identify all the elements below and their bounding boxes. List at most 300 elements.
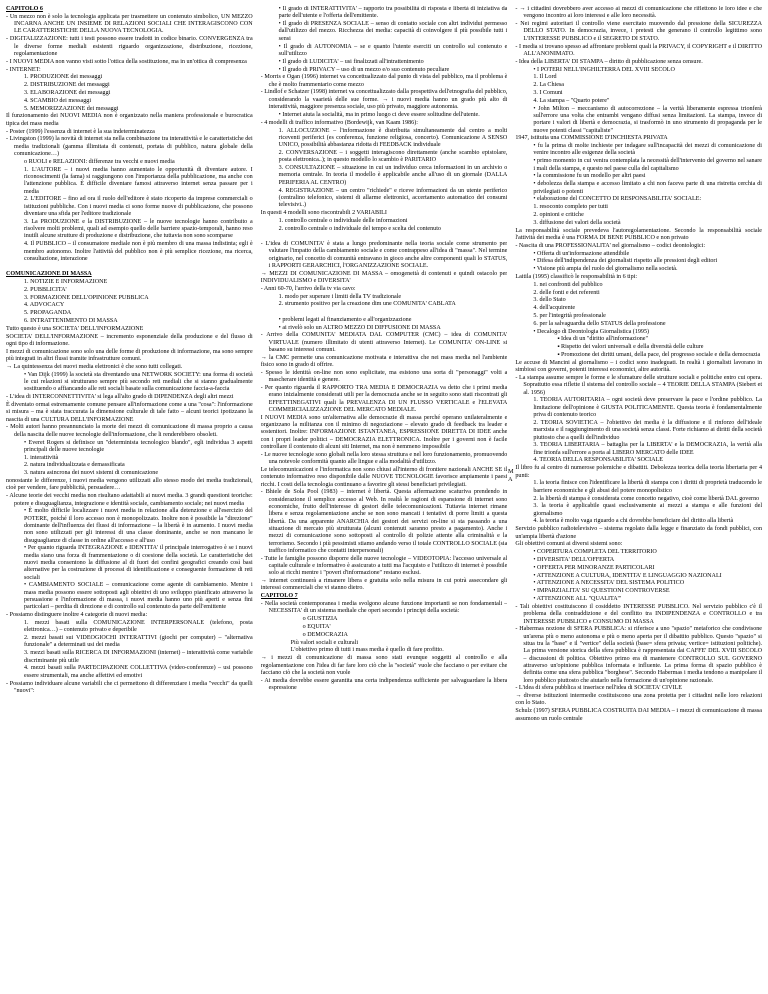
bullet-marker: o [302,631,308,638]
text-content: 5. per l'integrità professionale [533,313,606,319]
text-content: Possiamo distinguere inoltre 4 categorie di nuovi media: [9,612,148,619]
text-line [515,397,762,419]
bullet-marker: - [6,36,10,43]
text-content: OFFERTA PER MINORANZE PARTICOLARI [537,564,655,571]
text-line [261,286,508,293]
column-left [6,6,253,988]
text-content: Il grado di PRESENZA SOCIALE – senso di contatto sociale con altri individui permesso dall'utilizzo del mezzo. Ricchezza dei media: capacità di coinvolgere il più possibile tutti i sensi [278,21,508,42]
text-line [261,385,508,414]
bullet-marker: ▪ [557,344,562,351]
text-line [515,74,762,81]
text-line [515,6,762,21]
text-line [515,457,762,464]
bullet-marker: - [260,451,265,458]
text-line [261,578,508,593]
bullet-marker: o [302,616,308,623]
text-line [261,632,508,639]
bullet-marker: • [533,596,537,603]
text-line [6,455,253,462]
text-line [515,266,762,273]
text-content: problemi legati al finanziamento e all'organizzazione [282,316,412,323]
text-line [515,573,762,580]
text-line [515,243,762,250]
text-line [6,508,253,545]
bullet-marker: - [515,58,519,65]
text-line [261,241,508,270]
text-line [261,59,508,66]
text-line [515,565,762,572]
text-content: fu la prima di molte inchieste per indagare sull'incapacità dei mezzi di comunicazione di venire incontro alle esigenze della società [533,143,763,157]
bullet-marker: - [6,136,10,143]
text-line [515,549,762,556]
text-content: I NUOVI MEDIA non vanno visti sotto l'ottica della sostituzione, ma in un'ottica di compresenza [9,58,247,65]
text-content: Spesso le identità on-line non sono esplicitate, ma esistono una sorta di "personaggi" volti a mascherare identità e genere. [265,369,508,384]
text-line [6,279,253,286]
text-content: Per quanto riguarda INTEGRAZIONE e IDENTITA' il principale interrogativo è se i nuovi media siano una forza di frammentazione o di coesione della società. Le caratteristiche dei nuovi media consentono la diffusione al di fuori dei confini geografici creando così basi alternative per la costruzione di processi di identificazione e conseguente formazione di reti sociali [24,545,253,581]
text-content: Morris e Ogan (1996) internet va concettualizzato dal punto di vista del pubblico, ma il problema è che è molto frammentario come mezzo [264,74,508,88]
text-content: È molto difficile localizzare i nuovi media in relazione alla detenzione e all'esercizio del POTERE, poiché il loro accesso non è monopolizzato. Inoltre non è possibile la "direzione" dominante dell'influenza dei flussi di informazione – la libertà è in aumento. I nuovi media non sono utilizzati per gli interessi di una classe dominante, anche se non mancano le disuguaglianze di classe in ordine all'accesso e all'uso [24,508,253,544]
text-content: ATTENZIONE ALL "QUALITA'" [536,596,622,603]
text-content: 3. CONSULTAZIONE – situazione in cui un individuo cerca informazioni in un archivio o memoria centrale. In teoria il modello è applicabile anche all'uso di un giornale (DALLA PERIFERIA AL CENTRO) [278,165,508,186]
text-content: Il grado di INTERATTIVITA' – rapporto tra possibilità di risposta e libertà di iniziativa da parte dell'utente e l'offerta dell'emittente. [278,6,508,20]
bullet-marker: • [278,111,283,118]
text-content: CAPITOLO 7 [260,593,298,600]
text-line [261,624,508,631]
text-line [261,226,508,233]
text-line [6,136,253,158]
bullet-marker: - [515,6,520,12]
text-content: 3. I Comuni [533,89,563,96]
bullet-marker: - [260,677,265,684]
text-content: COPERTURA COMPLETA DEL TERRITORIO [537,549,657,556]
text-line [515,321,762,328]
text-line [261,593,508,600]
text-content: 2. opinioni e critiche [533,211,584,218]
text-content: CAPITOLO 6 [6,6,43,12]
text-line [6,470,253,477]
text-line [261,678,508,693]
text-line [6,14,253,36]
bullet-marker: • [533,328,538,335]
text-line [261,370,508,385]
text-line [6,287,253,294]
bullet-marker: - [6,612,10,619]
text-content: 2. La Chiesa [533,82,564,89]
text-content: 2. TEORIA SOVIETICA – l'obiettivo dei media è la diffusione e il rinforzo dell'ideale marxista e il raggiungimento di una società senza classi. Forte richiamo ai diritti della società piuttosto che a quelli dell'individuo [533,419,763,441]
text-content: Un mezzo non è solo la tecnologia applicata per trasmettere un contenuto simbolico, UN MEZZO INCARNA ANCHE UN INSIEME DI RELAZIONI SOCIALI CHE INTERAGISCONO CON LE CARATTERISTICHE DELLA NUOVA TECNOLOGIA. [9,13,253,35]
bullet-marker: ▪ [557,352,562,359]
bullet-marker: - [515,375,520,381]
text-line [515,67,762,74]
text-content: Bhiele de Sola Pool (1983) – internet è libertà. Questa affermazione scaturiva prendendo in considerazione il semplice accesso al Web. In realtà le ragioni di espansione di internet sono economiche, frutto dell'interesse di gestori delle telecomunicazioni. Tuttavia internet rimane libera e senza regolamentazione anche se non sono mancati i tentativi di porre limiti a questa libertà. Da una apparente ANARCHIA dei gestori dei servizi on-line si sta passando a una situazione di mercato più strutturata (alcuni contenuti saranno presto a pagamento). Anche i mezzi di comunicazione sono sottoposti al controllo di polizie attente alla criminalità e la terrorismo. Secondo i più pessimisti stiamo andando verso il totale CONTROLLO SOCIALE (sia traffico informatico che contatti interpersonali) [265,489,508,554]
text-content: Tutte le famiglie possono disporre delle nuove tecnologie – VIDEOTOPIA: l'accesso universale al capitale culturale e informativo è assicurato a tutti ma l'acquisto e l'utilizzo di internet è possibile solo ai ricchi mentre i "poveri d'informazione" restano esclusi. [264,555,508,577]
text-line [515,82,762,89]
text-line [6,219,253,241]
text-content: Il funzionamento dei NUOVI MEDIA non è organizzato nella maniera professionale e burocratica tipica dei mass media [6,113,253,127]
bullet-marker: o [24,158,29,165]
text-line [515,305,762,312]
bullet-marker: - [515,43,519,50]
text-content: Schulz (1997) SFERA PUBBLICA COSTRUITA DAI MEDIA – i mezzi di comunicazione di massa assumono un ruolo centrale [515,708,763,722]
text-line [515,228,762,243]
text-line [515,196,762,203]
text-content: → i mezzi di comunicazione di massa sono stati evunque soggetti al controllo e alla regolamentazione con l'idea di far fare loro ciò che la "società" vuole che facciano o per evitare che facciano ciò che la società non vuole [260,655,508,676]
text-line [6,167,253,196]
text-line [261,647,508,654]
text-line [515,313,762,320]
text-line [6,582,253,611]
text-content: elaborazione del CONCETTO DI RESPONSABILITA' SOCIALE: [537,196,702,203]
text-line [6,271,253,278]
text-line [6,74,253,81]
text-line [6,650,253,665]
text-line [515,98,762,105]
text-content: DIGITALIZZAZIONE: tutti i testi possono essere tradotti in codice binario. CONVERGENZA tra le diverse forme mediali esistenti riguardo organizzazione, distribuzione, ricezione, regolamentazione [9,36,253,57]
text-content: Laitila (1995) classificò le responsabilità in 6 tipi: [515,273,638,280]
text-content: ATTENZIONE A CULTURA, IDENTITA' E LINGUAGGIO NAZIONALI [536,572,722,579]
bullet-marker: • [24,439,29,446]
text-content: 4. ADVOCACY [24,302,65,309]
text-content: 4. SCAMBIO dei messaggi [24,97,92,104]
bullet-marker: - [260,89,265,96]
text-line [515,375,762,397]
text-content: L'idea di COMUNITA' è stata a lungo predominante nella teoria sociale come strumento per valutare l'impatto della cambiamento sociale e come contrappeso all'idea di "massa". Nel termine originario, nel concetto di comunità entravano in gioco anche altre componenti quali lo STATUS, i RAPPORTI GERARCHICI, l'ORGANIZZAZIONE SOCIALE. [265,240,508,269]
text-line [261,452,508,467]
text-content: Gli obiettivi comuni ai diversi sistemi sono: [515,541,623,548]
text-line [515,59,762,66]
text-content: la commissione fu un modello per altri paesi [537,173,646,180]
text-line [515,344,762,351]
text-content: 2. mezzi basati sui VIDEOGIOCHI INTERATTIVI (giochi per computer) – "alternativa funzionale" a determinati usi dei media [24,635,253,649]
text-line [6,36,253,58]
bullet-marker: - [515,685,519,692]
text-content: Il libro fu al centro di numerose polemiche e dibattiti. Debolezza teorica della teoria libertaria per 4 punti: [515,465,763,479]
text-content: 3. La PRODUZIONE e la DISTRIBUZIONE – le nuove tecnologie hanno contribuito a risolvere molti problemi, quali ad esempio quello delle barriere spazio-temporali, hanno reso inutili alcune strutture di produzione e distribuzione, che tuttavia non sono scomparse [24,218,253,240]
text-content: 4 modelli di traffico informativo (Bordewijk, van Kaam 1986): [264,119,418,126]
text-line [261,128,508,150]
text-line [261,317,508,324]
text-line [515,503,762,518]
text-content: Per quanto riguarda il RAPPORTO TRA MEDIA E DEMOCRAZIA va detto che i primi media erano inizialmente considerati utili per la democrazia anche se in seguito sono stati riscontrati gli EFFETTINEGATIVI quali la PREVALENZA DI UN FLUSSO VERTICALE e l'ELEVATA COMMERCIALIZZAZIONE DEL MERCATO MEDIALE. [264,385,508,413]
text-content: → diverse istituzioni intermedie costituiscono una zona protetta per i cittadini nelle loro relazioni con lo Stato. [515,693,763,707]
text-line [261,325,508,332]
text-line [261,150,508,165]
text-line [515,465,762,480]
text-line [6,681,253,696]
text-line [261,294,508,301]
text-content: 3. natura asincrona dei nuovi sistemi di comunicazione [24,470,159,477]
text-content: Decalogo di Deontologia Giornalistica (1995) [537,328,650,335]
bullet-marker: • [533,572,537,579]
text-content: 1. resoconto completo per tutti [533,204,608,211]
text-content: EQUITA' [307,624,331,630]
text-content: Everet Rogers si definisce un "determinista tecnologico blando", egli individua 3 aspetti principali delle nuove tecnologie [24,439,253,453]
text-content: Internet aiuta la socialità, ma in primo luogo ci deve essere solitudine dell'utente. [282,111,480,118]
text-content: 1. interattività [24,454,59,461]
bullet-marker: • [533,250,538,257]
text-content: 4. la teoria è molto vaga riguardo a chi dovrebbe beneficiare del diritto alla libertà [533,518,734,525]
text-content: 4. REGISTRAZIONE – un centro "richiede" e riceve informazioni da un utente periferico (centralino telefonico, sistemi di allarme elettronici, accertamento automatico dei consumi televisivi..) [278,187,508,209]
text-line [515,106,762,135]
bullet-marker: - [260,119,265,126]
text-content: nonostante le differenze, i nuovi media vengono utilizzati allo stesso modo dei media tradizionali, cioè per vendere, fare pubblicità, persuadere… [6,478,253,492]
text-line [515,588,762,595]
text-line [261,233,508,240]
text-line [515,282,762,289]
text-content: Più valori sociali e culturali [290,639,359,646]
bullet-marker: • [278,316,283,323]
text-content: 3. diffusione dei valori della società [533,219,621,226]
text-content: 1. modo per superare i limiti della TV tradizionale [278,293,402,300]
text-line [6,478,253,493]
text-line [515,44,762,59]
text-content: debolezza della stampa e accesso limitato a chi non faceva parte di una ristretta cerchia di privilegiati o potenti [533,181,762,195]
text-line [6,612,253,619]
text-content: Ai media dovrebbe essere garantita una certa indipendenza sufficiente per salvaguardare la libera espressione [264,677,508,691]
text-content: Molti autori hanno preannunciato la morte dei mezzi di comunicazione di massa proprio a causa della nascita delle nuove tecnologie dell'informazione, che li renderebbero obsoleti. [10,424,253,438]
text-line [515,526,762,541]
text-line [515,352,762,359]
bullet-marker: • [533,196,538,203]
text-content: 3. ELABORAZIONE dei messaggi [24,89,111,96]
text-line [6,106,253,113]
text-content: 3. FORMAZIONE DELL'OPINIONE PUBBLICA [24,294,149,301]
text-line [261,21,508,43]
bullet-marker: - [260,601,265,608]
text-content: Possiamo individuare alcune variabili che ci permettono di differenziare i media "vecchi" da quelli "nuovi": [9,680,253,694]
text-content: Promozione dei diritti umani, della pace, del progresso sociale e della democrazia [561,352,761,359]
text-line [6,6,253,13]
text-line [261,301,508,308]
text-line [261,165,508,187]
text-content: Le telecomunicazioni e l'informatica non sono chiusi all'interno di frontiere nazionali ANCHE SE il contenuto informativo reso disponibile dalle NUOVE TECNOLOGIE favorisce ampiamente i paesi ricchi. I costi della tecnologia continuano a favorire gli stessi beneficiari privilegiati. [260,466,508,488]
text-content: I POTERI NELL'INGHILTERRA DEL XVIII SECOLO [537,66,675,73]
text-line [6,462,253,469]
bullet-marker: • [533,557,538,563]
text-line [261,655,508,677]
margin-letter-m: M [508,468,514,475]
text-line [515,173,762,180]
bullet-marker: - [260,332,267,339]
bullet-marker: ▪ [557,336,562,343]
text-content: È diventato ormai estremamente comune pensare all'informazione come a una "cosa": l'informazione si misura – ma è stata traccurata la dimensione culturale di tale fatto – alcuni teorici ipotizzano la nascita di una CULTURA DELL'INFORMAZIONE [6,401,253,423]
text-content: 4. TEORIA DELLA RESPONSABILITA' SOCIALE [533,457,663,464]
text-line [515,604,762,626]
text-line [515,21,762,43]
text-line [6,159,253,166]
text-content: Tutto questo è una SOCIETA' DELL'INFORMAZIONE [6,325,144,332]
text-content: 1. NOTIZIE E INFORMAZIONE [24,278,108,285]
text-line [6,620,253,635]
text-content: 6. per la salvaguardia dello STATUS della professione [533,320,666,327]
text-line [515,90,762,97]
bullet-marker: - [260,369,266,376]
text-line [515,181,762,196]
text-line [515,220,762,227]
text-content: In questi 4 modelli sono riscontrabili 2 VARIABILI [260,209,387,216]
text-content: John Milton – meccanismo di autocorrezione – la verità liberamente espressa trionferà sull'errore una volta che entrambi vengano diffusi senza limitazioni. La stampa, invece di portare i valori di libertà e democrazia, si trasformò in uno strumento di propaganda per le nuove potenti classi "capitaliste" [533,105,763,134]
text-content: Nella società contemporanea i media svolgono alcune funzione importanti se non fondamentali – NECESSITA' di un sistema mediale che operi secondo i principi della società: [264,601,508,615]
text-content: ai rivelò solo un ALTRO MEZZO DI DIFFUSIONE DI MASSA [282,324,441,331]
text-content: Tali obiettivi costituiscono il cosiddetto INTERESSE PUBBLICO. Nel servizio pubblico c'è il problema della contraddizione e del conflitto tra INDIPENDENZA e CONTROLLO e tra INTERESSE PUBBLICO e CONSUMO DI MASSA [519,603,763,625]
text-line [515,496,762,503]
bullet-marker: - [260,555,265,562]
text-content: → MEZZI DI COMUNICAZIONE DI MASSA – omogeneità di contenuti e quindi ostacolo per INDIVIDUALISMO e DIVERSITA' [260,270,508,284]
text-content: 3. la teoria è applicabile quasi esclusivamente ai mezzi a stampa e alle funzioni del giornalismo [533,503,763,517]
text-line [515,336,762,343]
text-content: CAMBIAMENTO SOCIALE – comunicazione come agente di cambiamento. Mentre i mass media possono essere sottoposti agli obiettivi di uno sviluppo pianificato attraverso la persuasione e l'informazione di massa, i nuovi media hanno uno più aperti e senza fini particolari – perdita di direzione e di controllo sul contenuto da parte dell'emittente [24,582,253,611]
text-content: 3. dello Stato [533,297,566,304]
text-content: La stampa assume sempre le forme e le sfumature delle strutture sociali e politiche entro cui opera. Soprattutto essa riflette il sistema del controllo sociale – 4 TEORIE DELLA STAMPA (Siebert et al. 1956) [519,375,763,396]
text-line [6,82,253,89]
text-content: Visione più ampia del ruolo del giornalismo nella società. [536,266,678,273]
text-line [6,402,253,424]
text-content: 1. PRODUZIONE dei messaggi [24,74,103,81]
bullet-marker: • [278,21,283,28]
text-line [6,196,253,218]
text-content: 1. L'AUTORE – i nuovi media hanno aumentato le opportunità di diventare autore. I riconoscimenti (la fama) si raggiungono con l'importanza della pubblicazione, ma anche con l'attenzione pubblica. È difficile diventare famosi attraverso internet senza passare per i media [24,166,253,195]
text-content: 1. ALLOCUZIONE – l'informazione è distribuita simultaneamente dal centro a molti riceventi periferici (es conferenza, funzione religiosa, concerto). Comunicazione A SENSO UNICO, possibilità abbastanza ridotta di FEEDBACK individuale [278,127,508,149]
bullet-marker: • [533,266,537,273]
text-content: Poster (1999) l'essenza di internet è la sua indeterminatezza [9,128,155,135]
bullet-marker: • [533,564,538,571]
bullet-marker: • [278,66,283,73]
text-content: L'obiettivo primo di tutti i mass media è quello di fare profitto. [290,647,444,654]
bullet-marker: - [6,680,10,687]
text-content: → i cittadini dovrebbero aver accesso ai mezzi di comunicazione che riflettono le loro idee e che vengono incontro ai loro interessi e alle loro necessità. [519,6,763,20]
text-content: 1. la teoria finisce con l'identificare la libertà di stampa con i diritti di proprietà traducendo le barriere economiche e gli abusi del potere monopolistico [533,480,763,494]
bullet-marker: - [6,424,11,431]
text-content: SOCIETA' DELL'INFORMAZIONE – incremento esponenziale della produzione e del flusso di ogni tipo di informazione. [6,333,253,347]
text-line [261,640,508,647]
column-right [515,6,762,988]
bullet-marker: • [533,258,538,265]
text-content: IMPARZIALITA' SU QUESTIONI CONTROVERSE [537,588,670,595]
text-content: Nei regimi autoritari il controllo viene esercitato muovendo dal pressione della SICUREZZA DELLO STATO. In democrazia, invece, i pretesti che generano il controllo legittimo sono L'INTERESSE PUBBLICO e il SEGRETO DI STATO. [520,21,763,42]
text-line [515,258,762,265]
text-line [261,218,508,225]
bullet-marker: • [24,582,29,589]
bullet-marker: • [24,508,29,515]
bullet-marker: - [260,489,266,496]
text-line [515,329,762,336]
text-line [6,394,253,401]
text-content: 1. Il Lord [533,74,557,81]
text-line [6,440,253,455]
bullet-marker: • [278,58,283,65]
text-line [515,685,762,692]
text-line [515,251,762,258]
text-line [515,596,762,603]
text-line [515,290,762,297]
bullet-marker: - [6,128,10,135]
margin-letter-a: A [508,476,513,484]
text-content: 2. natura individualizzata e demassificata [24,462,125,469]
text-content: I mezzi di comunicazione sono solo una delle forme di produzione di informazione, ma sono sempre più integrati in altri flussi tramite infrastrutture comuni. [6,348,253,363]
text-content: Lindlof e Schatzer (1998) internet va concettualizzato dalla prospettiva dell'etnografia del pubblico, considerando la vaarietà delle sue forme. → i nuovi media hanno un grado più alto di interattività, maggiore presenza sociale, uso più privato, maggiore autonomia. [264,89,508,111]
text-content: 2. la libertà di stampa è considerata come concetto negativo, cioè come libertà DAL governo [533,495,760,502]
bullet-marker: • [533,580,537,587]
text-line [6,665,253,680]
text-line [6,334,253,349]
text-content: Idea della LIBERTA' DI STAMPA – diritto di pubblicazione senza censure. [518,58,703,65]
text-content: La responsabilità sociale prevedeva l'autoregolamentazione. Secondo la responsabilità sociale l'attività dei media è una FORMA DI BENE PUBBLICO e non privato [515,227,763,241]
text-line [261,601,508,616]
text-content: L'idea di INTERCONNETTIVITA' si lega all'alto grado di DIPENDENZA degli altri mezzi [9,394,234,401]
bullet-marker: - [6,58,10,65]
text-line [261,415,508,452]
text-line [515,708,762,723]
text-content: 2. delle fonti e dei referenti [533,289,600,296]
text-line [6,113,253,128]
text-content: primo momento in cui venira contemplata la necessità dell'intervento del governo nel sanare i mali della stampa, e questo nel paese culla del capitalismo [533,158,763,172]
bullet-marker: - [6,493,10,500]
text-content: 2. strumento positivo per la creazione dim une COMUNITA' CABLATA [278,301,456,308]
text-line [515,204,762,211]
text-line [261,210,508,217]
bullet-marker: • [533,66,538,73]
text-content: Rispetto dei valori universali e della diversità delle culture [561,344,704,351]
bullet-marker: - [260,285,264,292]
text-line [515,360,762,375]
text-line [261,271,508,286]
text-content: 6. INTRATTENIMENTO DI MASSA [24,318,118,324]
bullet-marker: - [515,242,519,249]
bullet-marker: • [533,181,538,188]
text-content: Il grado di AUTONOMIA – se e quanto l'utente eserciti un controllo sul contenuto e sull'utilizzo [278,43,508,57]
bullet-marker: • [278,324,283,331]
text-content: → La quintessenza dei nuovi media elettronici è che sono tutti collegati. [6,363,183,370]
bullet-marker: • [24,545,28,552]
bullet-marker: - [515,603,520,610]
text-line [261,467,508,489]
text-content: 4. dell'acquirente [533,305,576,312]
text-content: 1. controllo centrale o individuale delle informazioni [278,217,408,224]
text-line [6,241,253,263]
text-line [515,135,762,142]
text-content: Le nuove tecnologie sono globali nella loro stessa struttura e nel loro funzionamento, promuovendo una notevole conformità quanto alle lingue e alla modalità d'utilizzo. [264,451,508,466]
text-line [515,518,762,525]
text-content: Habermas nozione di SFERA PUBBLICA: si riferisce a uno "spazio" metaforico che condivisone un'arena più o meno autonoma e più o meno aperta per il dibattito pubblico. Questo "spazio" si situa tra la "base" e il "vertice" della società (base= sfera privata; vertice= istituzioni politiche). La prima versione storica della sfera pubblica è rappresentata dai CAFFE' DEL XVIII SECOLO – discussioni di politica. Obiettivo primo era di mantenere CONTROLLO SUL GOVERNO attraverso un'opinione pubblica informata e influente. La prima forma di spazio pubblico è definita come una sfera pubblica "borghese". Secondo Habermas i media tendono a manipolare il loro pubblico piuttosto che aiutarlo nella formazione di un'opinione razionale. [519,626,763,684]
text-content: 4. Il PUBBLICO – il consumatore mediale non è più membro di una massa indistinta; egli è membro autonomo. Inoltre l'attività del pubblico non è più semplice ricezione, ma ricerca, consultazione, interazione [24,241,253,262]
text-line [261,616,508,623]
bullet-marker: • [533,158,538,165]
text-line [6,67,253,74]
text-content: Servizio pubblico radiotelevisivo – sistema regolato dalla legge e finanziato da fondi pubblici, con un'ampia libertà d'azione [515,526,763,540]
text-line [6,424,253,439]
text-content: → la CMC permette una comunicazione motivata e interattiva che nei mass media nel l'ambiente fisico sono in grado di offrire. [260,354,508,369]
bullet-marker: • [24,371,28,378]
text-line [6,98,253,105]
text-line [261,6,508,21]
text-line [6,129,253,136]
text-content: Il grado di LUDICITA' – usi finalizzati all'intrattenimento [282,58,424,65]
bullet-marker: - [515,21,521,28]
text-content: Offerta di un'informazione attendibile [537,250,630,257]
bullet-marker: • [533,173,538,180]
text-line [6,326,253,333]
text-content: 1947, istituita una COMMISSIONE D'INCHIESTA PRIVATA [515,135,668,142]
bullet-marker: - [6,66,10,73]
text-content: Arrivo della COMUNITA' MEDIATA DAL COMPUTER (CMC) – idea di COMUNITA' VIRTUALE (numero illimitato di utenti attraverso Internet). Le COMUNITA' ON-LINE si basano su interessi comuni. [266,332,508,353]
text-content: Nascita di una PROFESSIONALITA' nel giornalismo – codici deontologici: [518,242,706,249]
text-line [515,274,762,281]
text-line [261,74,508,89]
text-content: → internet continuerà a rimanere libera e gratuita solo nella misura in cui potrà assecondare gli interessi commerciali che vi stanno dietro. [260,578,508,592]
text-line [515,158,762,173]
text-line [6,310,253,317]
bullet-marker: • [533,549,538,556]
